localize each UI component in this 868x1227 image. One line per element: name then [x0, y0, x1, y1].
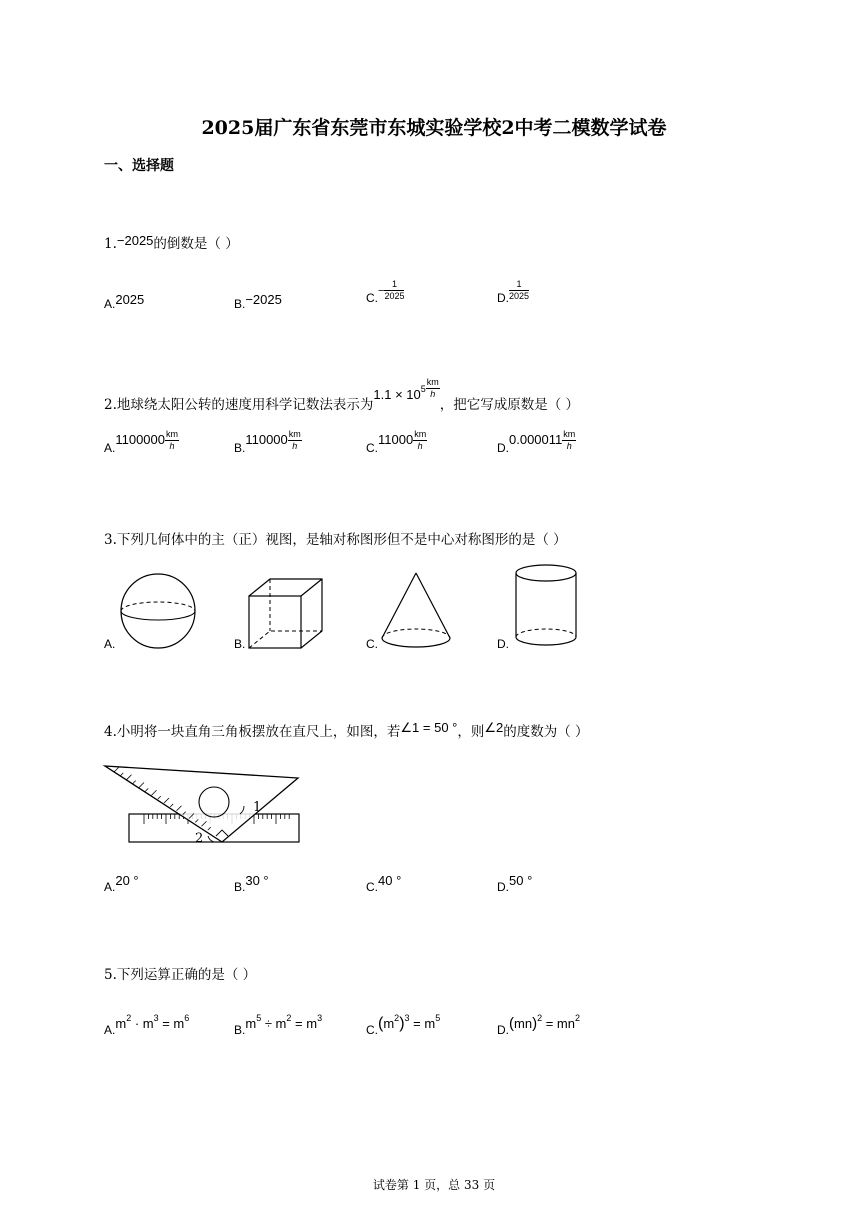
q5-option-d[interactable]: $D.(mn)^2 = mn^2$ — [497, 1013, 580, 1037]
q3-option-c[interactable]: C. — [366, 637, 378, 651]
sphere-figure — [118, 573, 200, 651]
q2-option-c[interactable]: C.11000 $\frac{km}{h}$ — [366, 429, 427, 455]
angle-2-label: 2 — [195, 831, 204, 846]
q5-option-c[interactable]: $C.(m^2)^3 = m^5$ — [366, 1013, 441, 1037]
q2-option-a[interactable]: A.1100000 $\frac{km}{h}$ — [104, 429, 178, 455]
q3-option-d[interactable]: D. — [497, 637, 509, 651]
q4-option-d[interactable]: D.50 ° — [497, 873, 533, 894]
q2-option-d[interactable]: D.0.000011 $\frac{km}{h}$ — [497, 429, 576, 455]
fraction: $\frac{1}{2025}$ — [509, 279, 530, 301]
question-1: 1.−2025的倒数是（ ） — [104, 233, 239, 252]
question-3: 3.下列几何体中的主（正）视图，是轴对称图形但不是中心对称图形的是（ ） — [104, 532, 567, 548]
q1-option-d[interactable]: D. $\frac{1}{2025}$ — [497, 279, 530, 305]
cylinder-figure — [514, 563, 580, 651]
cone-figure — [380, 572, 452, 652]
q1-option-b[interactable]: B.−2025 — [234, 292, 282, 311]
q1-number: −2025 — [116, 233, 154, 248]
cube-figure — [248, 578, 326, 650]
q5-option-a[interactable]: $A.m^2 \cdot m^3 = m^6$ — [104, 1013, 190, 1037]
q4-option-a[interactable]: A.20 ° — [104, 873, 139, 894]
q3-option-a[interactable]: A. — [104, 637, 116, 651]
page-title: 2025届广东省东莞市东城实验学校2中考二模数学试卷 — [201, 117, 667, 139]
triangle-ruler-figure — [104, 764, 304, 846]
page-footer: 试卷第 1 页，总 33 页 — [372, 1178, 496, 1192]
q3-option-b[interactable]: B. — [234, 637, 246, 651]
fraction: $\frac{1}{2025}$ — [384, 279, 405, 301]
angle-1-label: 1 — [253, 800, 262, 815]
question-4: 4.小明将一块直角三角板摆放在直尺上，如图，若∠1 = 50 °，则∠2的度数为（ ） — [104, 720, 589, 740]
q2-option-b[interactable]: B.110000 $\frac{km}{h}$ — [234, 429, 301, 455]
angle-condition: ∠1 = 50 ° — [400, 720, 458, 735]
q4-option-b[interactable]: B.30 ° — [234, 873, 269, 894]
section-heading: 一、选择题 — [104, 158, 174, 174]
q1-option-c[interactable]: C.− $\frac{1}{2025}$ — [366, 279, 405, 305]
q5-option-b[interactable]: $B.m^5 \div m^2 = m^3$ — [234, 1013, 323, 1037]
unit-fraction: $\frac{km}{h}$ — [426, 377, 439, 399]
question-2: 2.地球绕太阳公转的速度用科学记数法表示为$1.1 \times 10^5$ $\frac{km}{h}$ ，把它写成原数是（ ） — [104, 377, 580, 413]
question-5: 5.下列运算正确的是（ ） — [104, 967, 257, 983]
q1-option-a[interactable]: A.2025 — [104, 292, 145, 311]
q4-option-c[interactable]: C.40 ° — [366, 873, 402, 894]
